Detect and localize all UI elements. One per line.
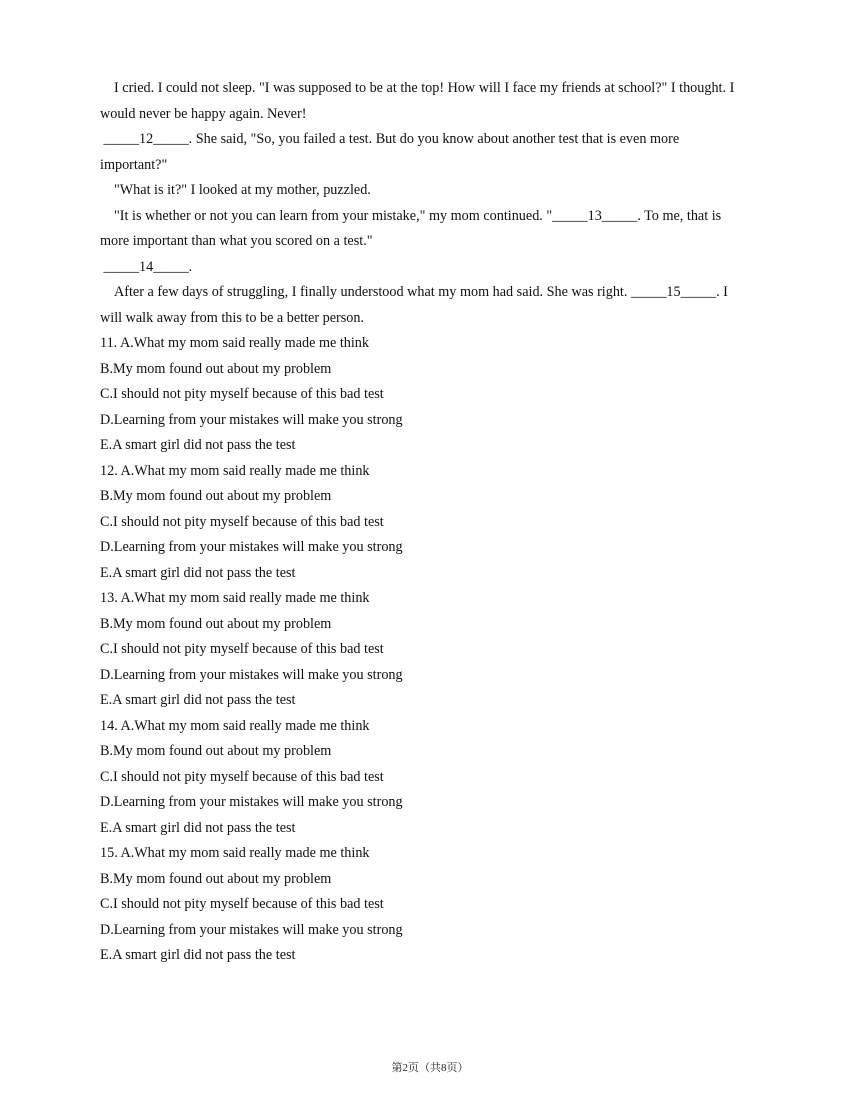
passage-line: I cried. I could not sleep. "I was supposed to be at the top! How will I face my friends at school?" I thought. I [114,80,735,96]
passage-line: _____12_____. She said, "So, you failed a test. But do you know about another test that is even more [100,131,680,147]
question-option: B.My mom found out about my problem [100,360,332,377]
question-13 [100,586,765,714]
page-footer: 第2页（共8页） [391,1062,469,1074]
question-option: C.I should not pity myself because of this bad test [100,768,384,785]
question-14 [100,714,765,842]
question-option: B.My mom found out about my problem [100,615,332,632]
question-12 [100,459,765,587]
passage-line: "What is it?" I looked at my mother, puzzled. [114,182,371,198]
question-option: 12. A.What my mom said really made me think [100,462,370,479]
question-option: D.Learning from your mistakes will make you strong [100,411,403,428]
question-option: 11. A.What my mom said really made me think [100,335,369,351]
question-option: B.My mom found out about my problem [100,488,332,504]
passage-line: After a few days of struggling, I finally understood what my mom had said. She was right. _____15_____. I [114,284,728,300]
question-option: B.My mom found out about my problem [100,743,332,759]
question-number: 11. [100,335,120,351]
passage-line: "It is whether or not you can learn from your mistake," my mom continued. "_____13_____. To me, that is [114,207,722,224]
question-number: 15. [100,845,121,861]
passage-line: more important than what you scored on a test." [100,233,373,249]
passage-line: will walk away from this to be a better person. [100,309,364,326]
question-option: D.Learning from your mistakes will make you strong [100,539,403,555]
question-option: C.I should not pity myself because of this bad test [100,896,384,912]
question-number: 12. [100,462,121,479]
question-option: B.My mom found out about my problem [100,870,332,887]
question-15 [100,841,765,969]
question-option: E.A smart girl did not pass the test [100,819,296,836]
question-option: 13. A.What my mom said really made me think [100,590,370,606]
question-11 [100,331,765,459]
passage-line: would never be happy again. Never! [100,105,307,122]
question-option: C.I should not pity myself because of this bad test [100,641,384,657]
passage-line: important?" [100,156,168,173]
question-number: 14. [100,717,121,734]
question-option: E.A smart girl did not pass the test [100,692,296,708]
question-option: C.I should not pity myself because of this bad test [100,386,384,402]
question-option: E.A smart girl did not pass the test [100,947,296,963]
question-option: D.Learning from your mistakes will make you strong [100,794,403,810]
question-option: D.Learning from your mistakes will make you strong [100,921,403,938]
question-option: E.A smart girl did not pass the test [100,437,296,453]
question-option: 15. A.What my mom said really made me think [100,845,370,861]
question-option: C.I should not pity myself because of this bad test [100,513,384,530]
question-option: D.Learning from your mistakes will make you strong [100,666,403,683]
question-option: 14. A.What my mom said really made me think [100,717,370,734]
passage-line: _____14_____. [100,258,193,275]
question-number: 13. [100,590,121,606]
page-content [100,76,765,969]
question-option: E.A smart girl did not pass the test [100,564,296,581]
